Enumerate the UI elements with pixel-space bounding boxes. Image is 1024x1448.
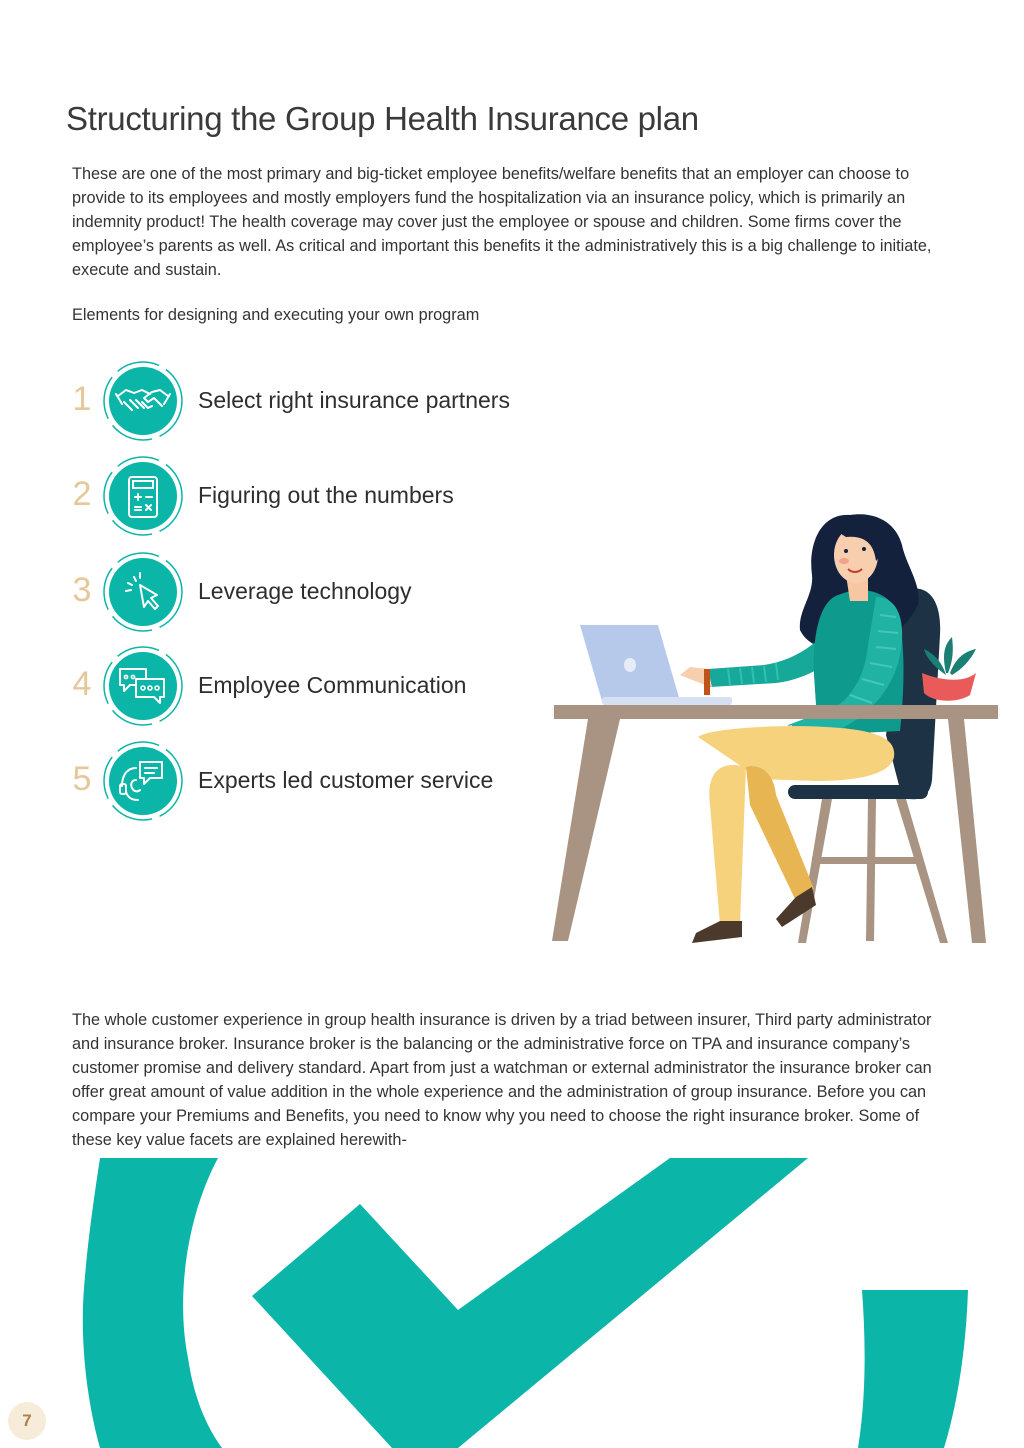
step-number: 1 xyxy=(72,380,92,418)
body-paragraph: The whole customer experience in group health insurance is driven by a triad between insurer, Third party administrator and insurance broker. Insurance broker is the balancing or the administrative force on TPA and insurance company’s customer promise and delivery standard. Apart from just a watchman or external administrator the insurance broker can offer great amount of value addition in the whole experience and the administration of group insurance. Before you can compare your Premiums and Benefits, you need to know why you need to choose the right insurance broker. Some of these key value facets are explained herewith- xyxy=(72,1011,932,1149)
elements-subheading: Elements for designing and executing your own program xyxy=(72,306,480,324)
step-number: 2 xyxy=(72,475,92,513)
step-1 xyxy=(70,360,550,440)
step-label: Leverage technology xyxy=(198,578,412,604)
step-number: 5 xyxy=(72,760,92,798)
step-label: Figuring out the numbers xyxy=(198,482,454,508)
step-number: 4 xyxy=(72,665,92,703)
step-label: Select right insurance partners xyxy=(198,387,510,413)
handshake-icon xyxy=(102,360,184,442)
headset-support-icon xyxy=(102,740,184,822)
step-2 xyxy=(70,455,550,535)
step-label: Employee Communication xyxy=(198,672,467,698)
step-4 xyxy=(70,645,550,725)
step-label: Experts led customer service xyxy=(198,767,494,793)
cursor-click-icon xyxy=(102,551,184,633)
checkmark-graphic xyxy=(0,1158,1024,1448)
step-5 xyxy=(70,740,550,820)
chat-bubbles-icon xyxy=(102,645,184,727)
step-number: 3 xyxy=(72,571,92,609)
page-number-badge: 7 xyxy=(8,1402,46,1440)
intro-paragraph: These are one of the most primary and big-ticket employee benefits/welfare benefits that an employer can choose to provide to its employees and mostly employers fund the hospitalization via an insurance policy, which is primarily an indemnity product! The health coverage may cover just the employee or spouse and children. Some firms cover the employee’s parents as well. As critical and important this benefits it the administratively this is a big challenge to initiate, execute and sustain. xyxy=(72,165,932,279)
calculator-icon xyxy=(102,455,184,537)
page-title: Structuring the Group Health Insurance plan xyxy=(66,100,699,137)
woman-at-desk-illustration xyxy=(550,505,1002,945)
step-3 xyxy=(70,551,550,631)
